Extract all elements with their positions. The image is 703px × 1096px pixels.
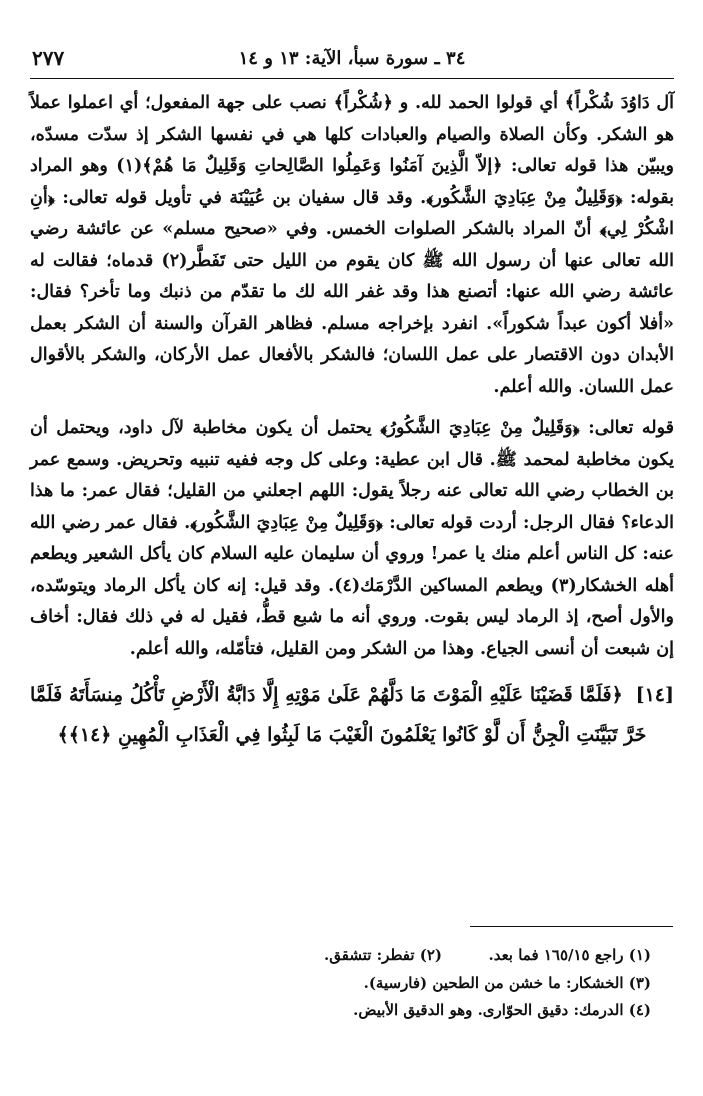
header-rule (30, 78, 674, 79)
main-text (30, 88, 674, 665)
footnote-rule (470, 926, 673, 927)
running-title: ٣٤ ـ سورة سبأ، الآية: ١٣ و ١٤ (238, 48, 466, 69)
page-header (30, 40, 674, 80)
footnote-row-1 (52, 942, 651, 970)
footnote-3: (٣) الخشكار: ما خشن من الطحين (فارسية). (363, 973, 651, 992)
footnotes (52, 942, 651, 1025)
book-page (30, 40, 674, 755)
paragraph-1: آل دَاوُدَ شُكْراً﴾ أي قولوا الحمد لله. و ﴿شُكْراً﴾ نصب على جهة المفعول؛ أي اعملوا عملاً هو الشكر. وكأن الصلاة والصيام والعبادات كلها هي في نفسها الشكر إذ سدّت مسدّه، ويبيّن هذا قوله تعالى: ﴿إلاّ الَّذِينَ آمَنُوا وَعَمِلُوا الصَّالِحاتِ وَقَلِيلٌ مَا هُمْ﴾(١) وهو المراد بقوله: ﴿وَقَلِيلٌ مِنْ عِبَادِيَ الشَّكُور﴾. وقد قال سفيان بن عُيَيْنَة في تأويل قوله تعالى: ﴿أنِ اشْكُرْ لِي﴾ أنّ المراد بالشكر الصلوات الخمس. وفي «صحيح مسلم» عن عائشة رضي الله تعالى عنها أن رسول الله ﷺ كان يقوم من الليل حتى تَفَطَّر(٢) قدماه؛ فقالت له عائشة رضي الله عنها: أتصنع هذا وقد غفر الله لك ما تقدّم من ذنبك وما تأخر؟ فقال: «أفلا أكون عبداً شكوراً». انفرد بإخراجه مسلم. فظاهر القرآن والسنة أن الشكر بعمل الأبدان دون الاقتصار على عمل اللسان؛ فالشكر بالأفعال عمل الأركان، والشكر بالأقوال عمل اللسان. والله أعلم. (30, 93, 675, 397)
page-number: ٢٧٧ (32, 46, 65, 70)
footnote-2: (٢) تفطر: تتشقق. (324, 946, 442, 964)
footnote-1: (١) راجع ١٦٥/١٥ فما بعد. (488, 946, 651, 964)
quran-verse (30, 675, 674, 755)
verse-number: [١٤] (635, 684, 674, 706)
footnote-row-2 (52, 970, 651, 998)
paragraph-2: قوله تعالى: ﴿وَقَلِيلٌ مِنْ عِبَادِيَ الشَّكُورُ﴾ يحتمل أن يكون مخاطبة لآل داود، ويحتمل أن يكون مخاطبة لمحمد ﷺ. قال ابن عطية: وعلى كل وجه ففيه تنبيه وتحريض. وسمع عمر بن الخطاب رضي الله تعالى عنه رجلاً يقول: اللهم اجعلني من القليل؛ فقال عمر: ما هذا الدعاء؟ فقال الرجل: أردت قوله تعالى: ﴿وَقَلِيلٌ مِنْ عِبَادِيَ الشَّكُور﴾. فقال عمر رضي الله عنه: كل الناس أعلم منك يا عمر! وروي أن سليمان عليه السلام كان يأكل الشعير ويطعم أهله الخشكار(٣) ويطعم المساكين الدَّرْمَك(٤). وقد قيل: إنه كان يأكل الرماد ويتوسّده، والأول أصح، إذ الرماد ليس بقوت. وروي أنه ما شبع قطُّ، فقيل له في ذلك فقال: أخاف إن شبعت أن أنسى الجياع. وهذا من الشكر ومن القليل، فتأمّله، والله أعلم. (30, 418, 674, 659)
footnote-4: (٤) الدرمك: دقيق الحوّارى. وهو الدقيق الأبيض. (353, 1001, 651, 1019)
footnote-row-3 (52, 997, 651, 1025)
verse-text: ﴿فَلَمَّا قَضَيْنَا عَلَيْهِ الْمَوْتَ مَا دَلَّهُمْ عَلَىٰ مَوْتِهِ إِلَّا دَابَّةُ الْأَرْضِ تَأْكُلُ مِنسَأَتَهُ فَلَمَّا خَرَّ تَبَيَّنَتِ الْجِنُّ أَن لَّوْ كَانُوا يَعْلَمُونَ الْغَيْبَ مَا لَبِثُوا فِي الْعَذَابِ الْمُهِينِ ﴿١٤﴾﴾ (30, 684, 647, 746)
